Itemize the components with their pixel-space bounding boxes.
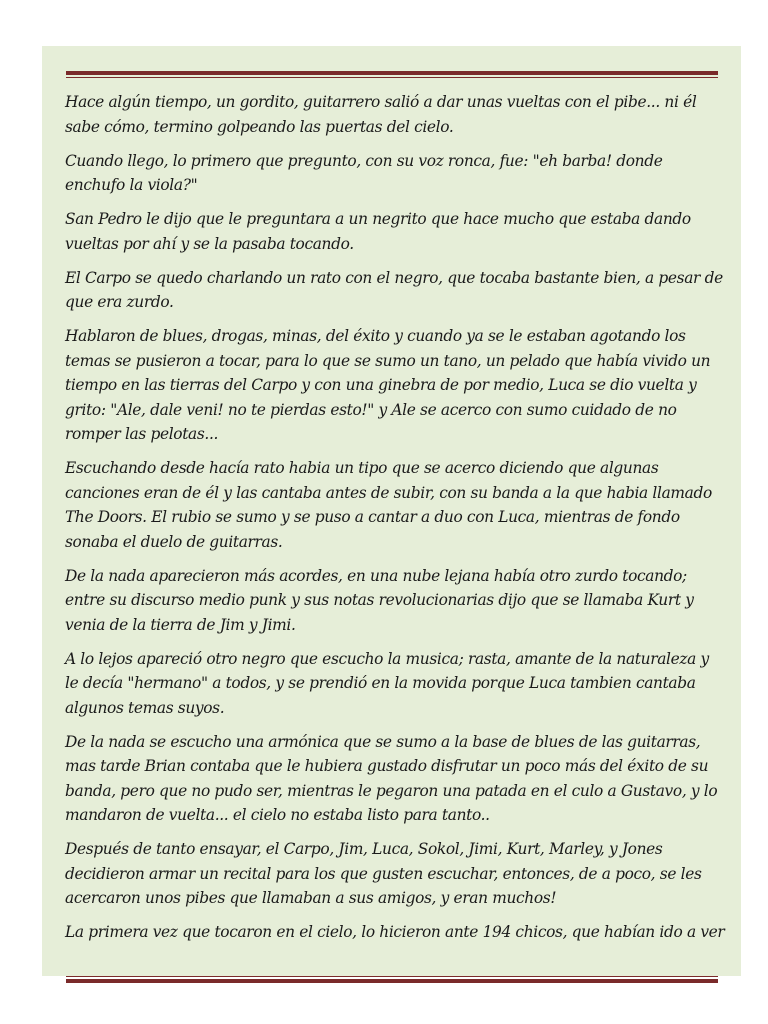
bottom-rule xyxy=(66,976,718,983)
paragraph-2: Cuando llego, lo primero que pregunto, con su voz ronca, fue: "eh barba! donde enchufo la viola?" xyxy=(65,151,663,194)
paragraph-9: De la nada se escucho una armónica que se sumo a la base de blues de las guitarras, mas tarde Brian contaba que le hubiera gustado disfrutar un poco más del éxito de su banda, pero que no pudo ser, mientras le pegaron una patada en el culo a Gustavo, y lo mandaron de vuelta... el cielo no estaba listo para tanto.. xyxy=(65,732,718,824)
top-rule xyxy=(66,71,718,78)
paragraph-7: De la nada aparecieron más acordes, en una nube lejana había otro zurdo tocando; entre su discurso medio punk y sus notas revolucionarias dijo que se llamaba Kurt y venia de la tierra de Jim y Jimi. xyxy=(65,566,694,634)
paragraph-5: Hablaron de blues, drogas, minas, del éxito y cuando ya se le estaban agotando los temas se pusieron a tocar, para lo que se sumo un tano, un pelado que había vivido un tiempo en las tierras del Carpo y con una ginebra de por medio, Luca se dio vuelta y grito: "Ale, dale veni! no te pierdas esto!" y Ale se acerco con sumo cuidado de no romper las pelotas... xyxy=(65,327,711,443)
paragraph-6: Escuchando desde hacía rato habia un tipo que se acerco diciendo que algunas canciones eran de él y las cantaba antes de subir, con su banda a la que habia llamado The Doors. El rubio se sumo y se puso a cantar a duo con Luca, mientras de fondo sonaba el duelo de guitarras. xyxy=(65,459,712,551)
paragraph-8: A lo lejos apareció otro negro que escucho la musica; rasta, amante de la naturaleza y le decía "hermano" a todos, y se prendió en la movida porque Luca tambien cantaba algunos temas suyos. xyxy=(65,649,709,717)
paragraph-10: Después de tanto ensayar, el Carpo, Jim, Luca, Sokol, Jimi, Kurt, Marley, y Jones decidieron armar un recital para los que gusten escuchar, entonces, de a poco, se les acercaron unos pibes que llamaban a sus amigos, y eran muchos! xyxy=(65,840,702,907)
document-page xyxy=(42,46,741,976)
paragraph-11: La primera vez que tocaron en el cielo, lo hicieron ante 194 chicos, que habían ido a ver xyxy=(65,923,725,941)
document-body xyxy=(65,90,725,954)
paragraph-3: San Pedro le dijo que le preguntara a un negrito que hace mucho que estaba dando vueltas por ahí y se la pasaba tocando. xyxy=(65,210,691,253)
paragraph-4: El Carpo se quedo charlando un rato con el negro, que tocaba bastante bien, a pesar de que era zurdo. xyxy=(65,268,723,311)
paragraph-1: Hace algún tiempo, un gordito, guitarrero salió a dar unas vueltas con el pibe... ni él sabe cómo, termino golpeando las puertas del cielo. xyxy=(65,93,697,136)
